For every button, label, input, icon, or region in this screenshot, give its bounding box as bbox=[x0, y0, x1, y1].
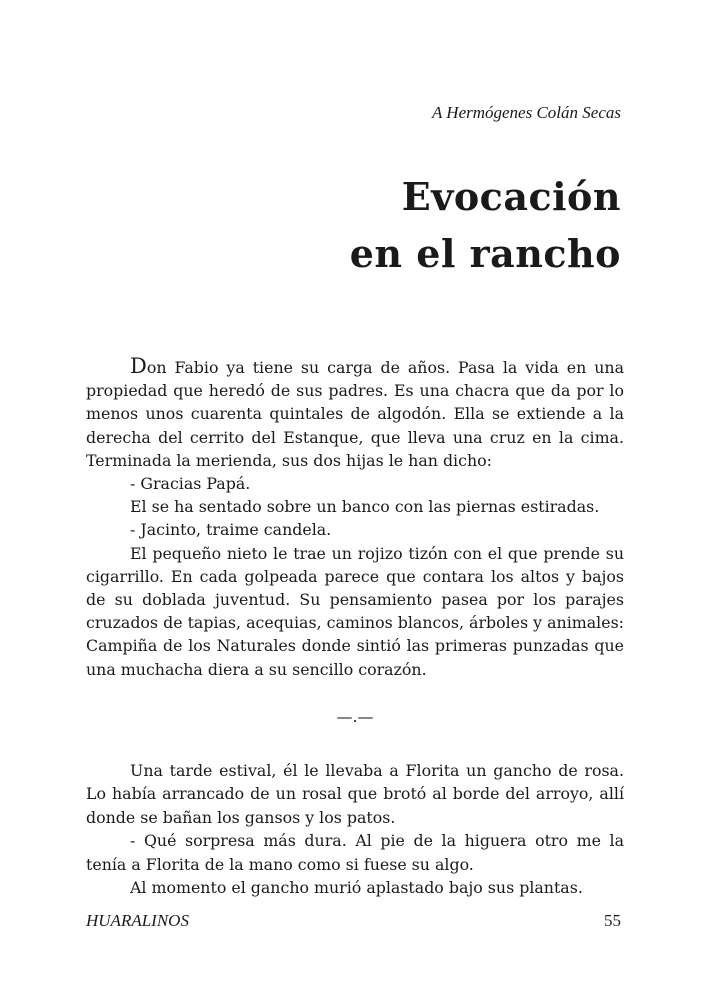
title-line-1: Evocación bbox=[401, 174, 621, 219]
chapter-title bbox=[350, 168, 621, 282]
paragraph: El pequeño nieto le trae un rojizo tizón con el que prende su cigarrillo. En cada golpeada parece que contara los altos y bajos de su doblada juventud. Su pensamiento pasea por los parajes cruzados de tapias, acequias, caminos blancos, árboles y animales: Campiña de los Naturales donde sintió las primeras punzadas que una muchacha diera a su sencillo corazón. bbox=[86, 543, 624, 679]
running-footer-title: HUARALINOS bbox=[86, 911, 189, 930]
paragraph: - Jacinto, traime candela. bbox=[130, 520, 332, 540]
section-1 bbox=[86, 355, 624, 681]
dedication: A Hermógenes Colán Secas bbox=[431, 103, 621, 122]
paragraph: Al momento el gancho murió aplastado bajo sus plantas. bbox=[130, 878, 583, 898]
paragraph bbox=[86, 355, 624, 472]
paragraph: - Gracias Papá. bbox=[130, 474, 251, 494]
drop-cap: D bbox=[130, 354, 147, 378]
paragraph: - Qué sorpresa más dura. Al pie de la higuera otro me la tenía a Florita de la mano como si fuese su algo. bbox=[86, 831, 624, 874]
section-separator: —.— bbox=[336, 706, 374, 726]
paragraph-text: on Fabio ya tiene su carga de años. Pasa la vida en una propiedad que heredó de sus padres. Es una chacra que da por lo menos unos cuarenta quintales de algodón. Ella se extiende a la derecha del cerrito del Estanque, que lleva una cruz en la cima. Terminada la merienda, sus dos hijas le han dicho: bbox=[86, 358, 624, 470]
page-number: 55 bbox=[604, 911, 621, 930]
paragraph: El se ha sentado sobre un banco con las piernas estiradas. bbox=[130, 497, 600, 517]
section-2 bbox=[86, 759, 624, 900]
title-line-2: en el rancho bbox=[349, 231, 621, 276]
chapter-body bbox=[86, 355, 624, 900]
paragraph: Una tarde estival, él le llevaba a Florita un gancho de rosa. Lo había arrancado de un rosal que brotó al borde del arroyo, allí donde se bañan los gansos y los patos. bbox=[86, 760, 624, 827]
